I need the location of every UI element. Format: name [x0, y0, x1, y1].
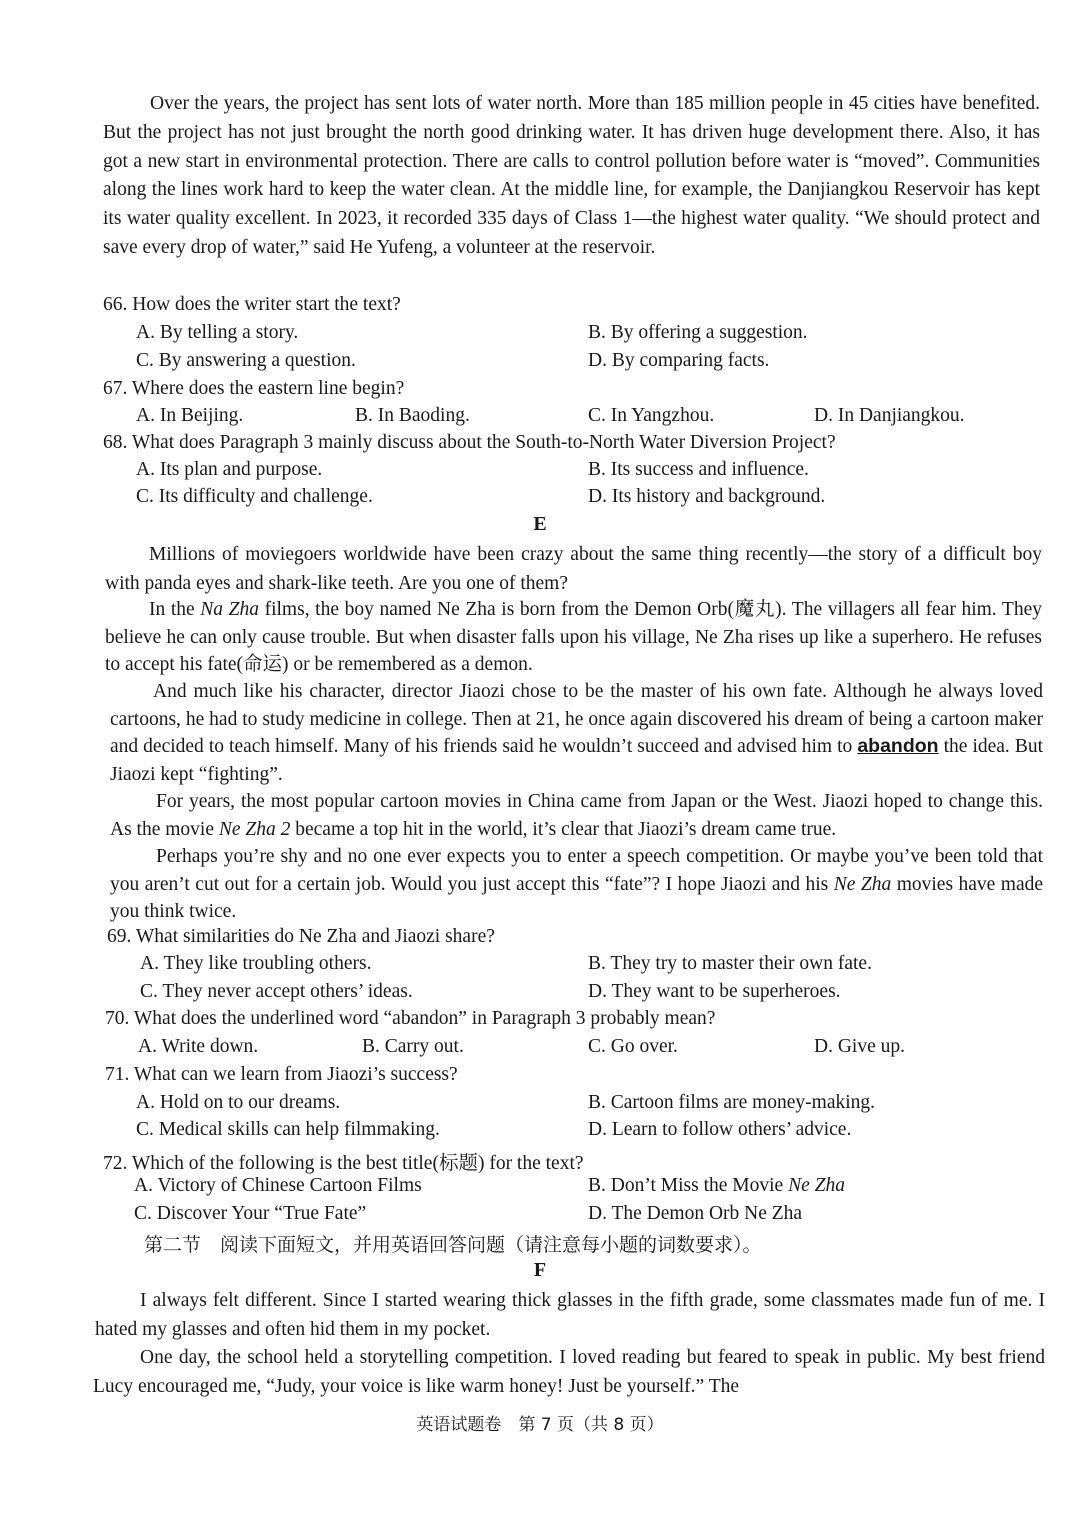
question-66-option-c[interactable]: C. By answering a question.	[136, 350, 356, 371]
question-70-option-c[interactable]: C. Go over.	[588, 1036, 678, 1057]
p2-text-before: In the	[149, 599, 201, 620]
p4-text-before: For years, the most popular cartoon movies in China came from Japan or the West. Jiaozi hoped to change this. As the movie	[110, 791, 1043, 840]
passage-e-paragraph-3	[110, 678, 1043, 788]
question-72-option-b[interactable]	[588, 1175, 845, 1197]
question-68-option-c[interactable]: C. Its difficulty and challenge.	[136, 486, 373, 507]
question-71-option-b[interactable]: B. Cartoon films are money-making.	[588, 1092, 876, 1113]
passage-f-letter: F	[533, 1259, 547, 1281]
question-71-stem: 71. What can we learn from Jiaozi’s success?	[105, 1064, 458, 1085]
question-71-option-d[interactable]: D. Learn to follow others’ advice.	[588, 1119, 852, 1140]
passage-f-paragraph-2: One day, the school held a storytelling competition. I loved reading but feared to speak in public. My best friend Lucy encouraged me, “Judy, your voice is like warm honey! Just be yourself.” The	[93, 1347, 1045, 1397]
film-title-ne-zha: Ne Zha	[788, 1175, 845, 1196]
question-72-option-a[interactable]: A. Victory of Chinese Cartoon Films	[134, 1175, 422, 1196]
question-68-option-b[interactable]: B. Its success and influence.	[588, 459, 809, 480]
p2-text-after: films, the boy named Ne Zha is born from the Demon Orb(魔丸). The villagers all fear him. They believe he can only cause trouble. But when disaster falls upon his village, Ne Zha rises up like a superhero. He refuses to accept his fate(命运) or be remembered as a demon.	[105, 599, 1042, 675]
passage-e-paragraph-2	[105, 596, 1042, 679]
section-2-heading: 第二节 阅读下面短文，并用英语回答问题（请注意每小题的词数要求）。	[144, 1234, 762, 1256]
question-70-option-d[interactable]: D. Give up.	[814, 1036, 905, 1057]
question-69-option-b[interactable]: B. They try to master their own fate.	[588, 953, 872, 974]
question-68-option-a[interactable]: A. Its plan and purpose.	[136, 459, 323, 480]
p3-text-after: the idea. But Jiaozi kept “fighting”.	[110, 736, 1044, 785]
question-67-stem: 67. Where does the eastern line begin?	[103, 378, 405, 399]
question-66-option-d[interactable]: D. By comparing facts.	[588, 350, 770, 371]
question-70-option-b[interactable]: B. Carry out.	[362, 1036, 464, 1057]
passage-f-paragraph-1: I always felt different. Since I started wearing thick glasses in the fifth grade, some classmates made fun of me. I hated my glasses and often hid them in my pocket.	[95, 1290, 1045, 1340]
question-67-option-a[interactable]: A. In Beijing.	[136, 405, 244, 426]
question-66-stem: 66. How does the writer start the text?	[103, 294, 401, 315]
p4-text-after: became a top hit in the world, it’s clear that Jiaozi’s dream came true.	[290, 818, 837, 840]
question-69-option-a[interactable]: A. They like troubling others.	[140, 953, 372, 974]
question-67-option-c[interactable]: C. In Yangzhou.	[588, 405, 715, 426]
question-69-option-c[interactable]: C. They never accept others’ ideas.	[140, 981, 413, 1002]
film-title-ne-zha: Ne Zha	[833, 873, 892, 895]
question-71-option-a[interactable]: A. Hold on to our dreams.	[136, 1092, 341, 1113]
passage-e-paragraph-4	[110, 788, 1043, 843]
film-title-ne-zha-2: Ne Zha 2	[218, 818, 291, 840]
question-70-option-a[interactable]: A. Write down.	[138, 1036, 259, 1057]
film-title-na-zha: Na Zha	[200, 599, 259, 620]
p3-text-before: And much like his character, director Jiaozi chose to be the master of his own fate. Although he always loved cartoons, he had to study medicine in college. Then at 21, he once again discovered his dream of being a cartoon maker and decided to teach himself. Many of his friends said he wouldn’t succeed and advised him to	[110, 681, 1043, 757]
question-70-stem: 70. What does the underlined word “abandon” in Paragraph 3 probably mean?	[105, 1008, 716, 1029]
question-67-option-d[interactable]: D. In Danjiangkou.	[814, 405, 965, 426]
option-b-text: B. Don’t Miss the Movie	[588, 1175, 789, 1196]
question-66-option-b[interactable]: B. By offering a suggestion.	[588, 322, 808, 343]
passage-e-letter: E	[533, 513, 547, 535]
p5-text-after: movies have made you think twice.	[110, 873, 1044, 922]
question-66-option-a[interactable]: A. By telling a story.	[136, 322, 299, 343]
passage-e-paragraph-1: Millions of moviegoers worldwide have been crazy about the same thing recently—the story of a difficult boy with panda eyes and shark-like teeth. Are you one of them?	[105, 544, 1042, 594]
question-67-option-b[interactable]: B. In Baoding.	[355, 405, 470, 426]
question-69-stem: 69. What similarities do Ne Zha and Jiaozi share?	[107, 926, 495, 947]
question-69-option-d[interactable]: D. They want to be superheroes.	[588, 981, 841, 1002]
passage-e-paragraph-5	[110, 843, 1043, 926]
question-72-option-d[interactable]: D. The Demon Orb Ne Zha	[588, 1203, 803, 1224]
question-72-option-c[interactable]: C. Discover Your “True Fate”	[134, 1203, 367, 1224]
question-71-option-c[interactable]: C. Medical skills can help filmmaking.	[136, 1119, 440, 1140]
question-68-stem: 68. What does Paragraph 3 mainly discuss about the South-to-North Water Diversion Project?	[103, 432, 836, 453]
p5-text-before: Perhaps you’re shy and no one ever expects you to enter a speech competition. Or maybe you’ve been told that you aren’t cut out for a certain job. Would you just accept this “fate”? I hope Jiaozi and his	[110, 846, 1043, 895]
page-footer: 英语试题卷 第 7 页（共 8 页）	[416, 1415, 664, 1435]
question-68-option-d[interactable]: D. Its history and background.	[588, 486, 826, 507]
question-72-stem: 72. Which of the following is the best title(标题) for the text?	[103, 1153, 584, 1174]
passage-d-paragraph: Over the years, the project has sent lots of water north. More than 185 million people in 45 cities have benefited. But the project has not just brought the north good drinking water. It has driven huge development there. Also, it has got a new start in environmental protection. There are calls to control pollution before water is “moved”. Communities along the lines work hard to keep the water clean. At the middle line, for example, the Danjiangkou Reservoir has kept its water quality excellent. In 2023, it recorded 335 days of Class 1—the highest water quality. “We should protect and save every drop of water,” said He Yufeng, a volunteer at the reservoir.	[103, 93, 1040, 258]
underlined-word-abandon: abandon	[857, 735, 939, 757]
